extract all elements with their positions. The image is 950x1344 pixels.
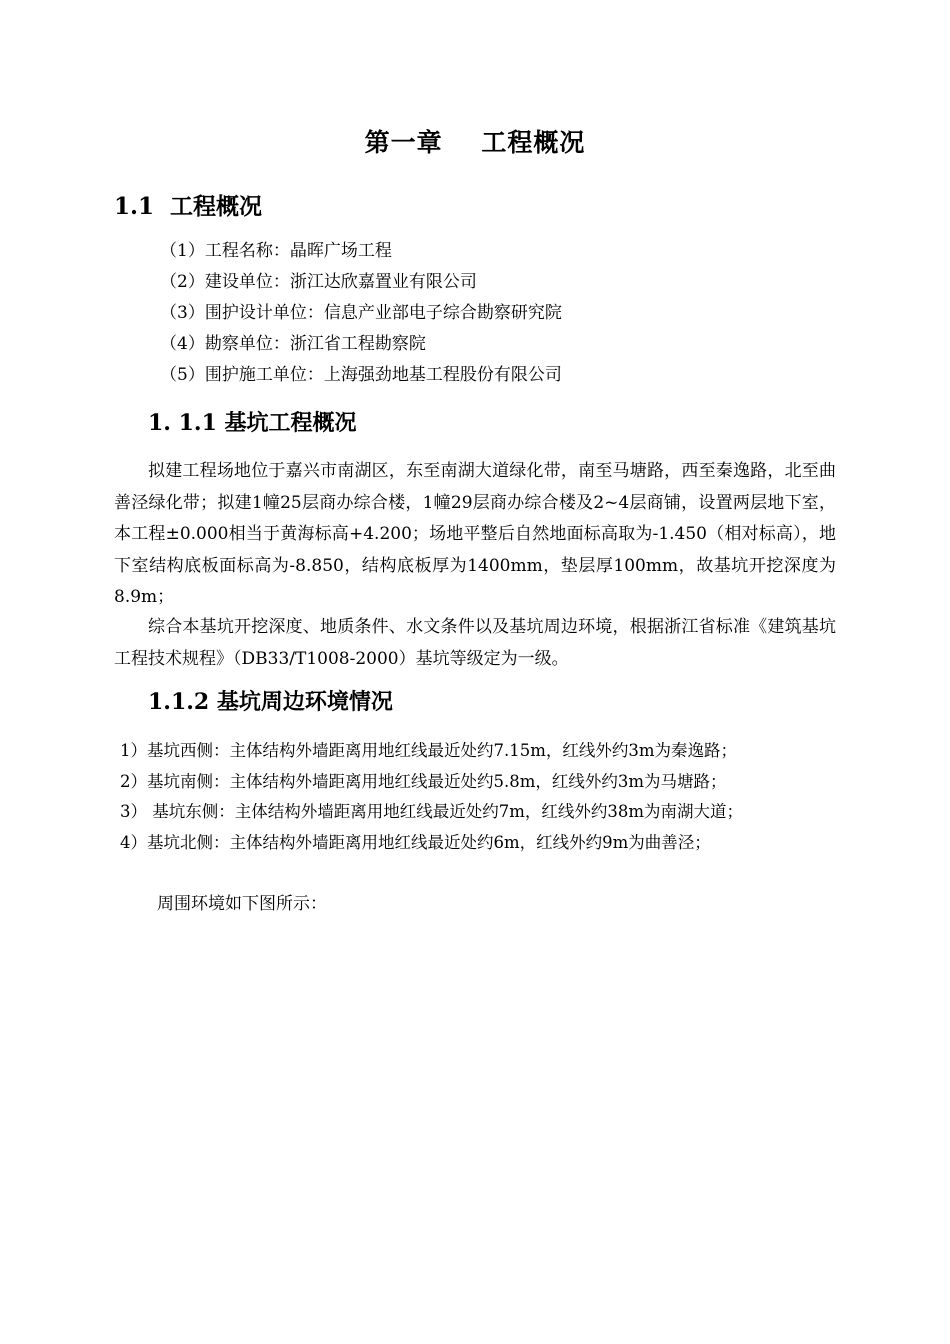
surroundings-item: 1）基坑西侧：主体结构外墙距离用地红线最近处约7.15m，红线外约3m为秦逸路； xyxy=(120,741,738,760)
subsection-heading-overview: 1. 1.1 基坑工程概况 xyxy=(148,410,357,436)
surroundings-item: 4）基坑北侧：主体结构外墙距离用地红线最近处约6m，红线外约9m为曲善泾； xyxy=(120,832,711,852)
project-info-item: （1）工程名称：晶晖广场工程 xyxy=(160,241,392,261)
figure-caption: 周围环境如下图所示： xyxy=(157,894,327,914)
surroundings-list xyxy=(120,736,743,858)
overview-paragraph: 拟建工程场地位于嘉兴市南湖区，东至南湖大道绿化带，南至马塘路，西至秦逸路，北至曲善泾绿化带；拟建1幢25层商办综合楼，1幢29层商办综合楼及2~4层商铺，设置两层地下室，本工程±0.000相当于黄海标高+4.200；场地平整后自然地面标高取为-1.450（相对标高），地下室结构底板面标高为-8.850，结构底板厚为1400mm，垫层厚100mm，故基坑开挖深度为8.9m； xyxy=(114,461,836,608)
project-info-item: （4）勘察单位：浙江省工程勘察院 xyxy=(160,334,426,354)
surroundings-item: 2）基坑南侧：主体结构外墙距离用地红线最近处约5.8m，红线外约3m为马塘路； xyxy=(120,771,727,791)
project-info-item: （3）围护设计单位：信息产业部电子综合勘察研究院 xyxy=(160,303,562,323)
project-info-list xyxy=(160,236,562,391)
section-heading: 1.1 工程概况 xyxy=(114,193,263,220)
project-info-item: （2）建设单位：浙江达欣嘉置业有限公司 xyxy=(160,272,477,292)
subsection-heading-environment: 1.1.2 基坑周边环境情况 xyxy=(148,689,393,715)
chapter-title: 第一章 工程概况 xyxy=(364,128,586,157)
surroundings-item: 3） 基坑东侧：主体结构外墙距离用地红线最近处约7m，红线外约38m为南湖大道； xyxy=(120,802,744,822)
project-info-item: （5）围护施工单位：上海强劲地基工程股份有限公司 xyxy=(160,365,562,385)
grade-paragraph: 综合本基坑开挖深度、地质条件、水文条件以及基坑周边环境，根据浙江省标准《建筑基坑工程技术规程》（DB33/T1008-2000）基坑等级定为一级。 xyxy=(114,617,836,669)
